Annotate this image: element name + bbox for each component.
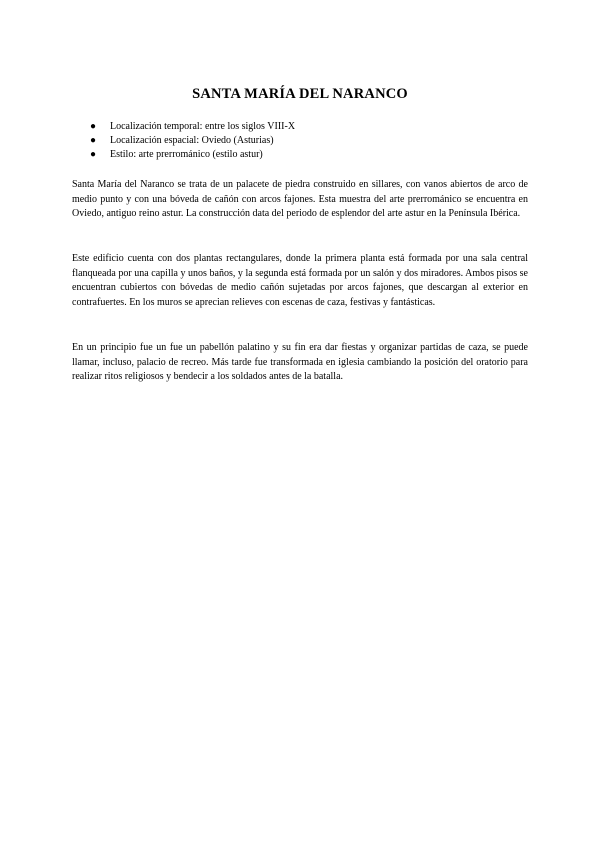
bullet-icon: ● bbox=[90, 135, 97, 146]
list-item bbox=[72, 134, 295, 148]
list-item bbox=[72, 120, 295, 134]
bullet-icon: ● bbox=[90, 149, 97, 160]
bullet-list bbox=[72, 120, 295, 162]
bullet-text: Localización temporal: entre los siglos VIII-X bbox=[110, 121, 296, 132]
paragraph-description: Santa María del Naranco se trata de un palacete de piedra construido en sillares, con vanos abiertos de arco de medio punto y con una bóveda de cañón con arcos fajones. Esta muestra del arte prerrománico se encuentra en Oviedo, antiguo reino astur. La construcción data del periodo de esplendor del arte astur en la Península Ibérica. bbox=[72, 179, 528, 219]
document-title: SANTA MARÍA DEL NARANCO bbox=[192, 86, 408, 102]
list-item bbox=[72, 148, 295, 162]
paragraph-function: En un principio fue un fue un pabellón palatino y su fin era dar fiestas y organizar partidas de caza, se puede llamar, incluso, palacio de recreo. Más tarde fue transformada en iglesia cambiando la posición del oratorio para realizar ritos religiosos y bendecir a los soldados antes de la batalla. bbox=[72, 342, 528, 382]
bullet-text: Estilo: arte prerrománico (estilo astur) bbox=[110, 149, 263, 160]
paragraph-structure: Este edificio cuenta con dos plantas rectangulares, donde la primera planta está formada por una sala central flanqueada por una capilla y unos baños, y la segunda está formada por un salón y dos miradores. Ambos pisos se encuentran cubiertos con bóvedas de medio cañón sujetadas por arcos fajones, que descargan al exterior en contrafuertes. En los muros se aprecian relieves con escenas de caza, festivas y fantásticas. bbox=[72, 253, 528, 308]
bullet-icon: ● bbox=[90, 121, 97, 132]
bullet-text: Localización espacial: Oviedo (Asturias) bbox=[110, 135, 274, 146]
